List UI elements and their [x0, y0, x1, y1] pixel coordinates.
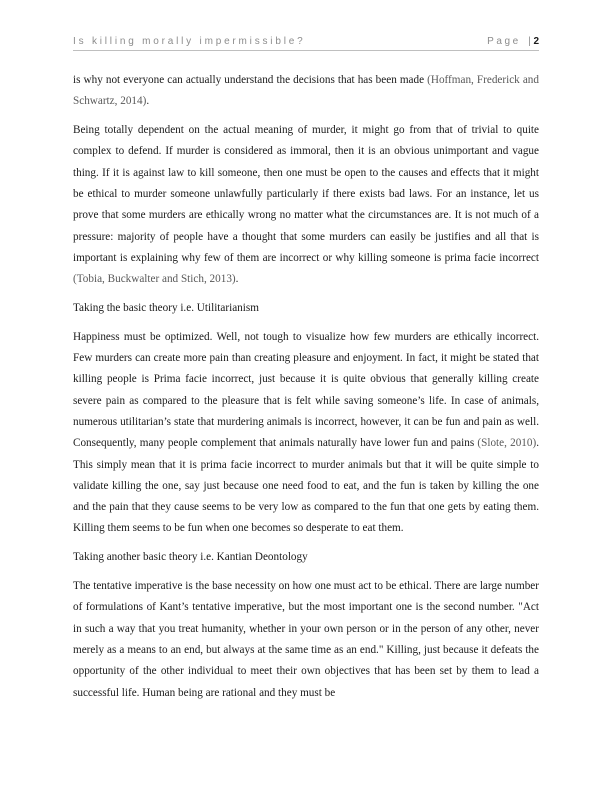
citation-hoffman: (Hoffman, Frederick and Schwartz, 2014) — [73, 74, 539, 108]
page-number: 2 — [533, 36, 539, 47]
page-header — [73, 36, 539, 51]
page-indicator — [487, 36, 539, 47]
paragraph-4: The tentative imperative is the base necessity on how one must act to be ethical. There are large number of formulations of Kant’s tentative imperative, but the most important one is the second number. "Act in such a way that you treat humanity, whether in your own person or in the person of any other, never merely as a means to an end, but always at the same time as an end." Killing, just because it defeats the opportunity of the other individual to meet their own objectives that has been set by them to lead a successful life. Human being are rational and they must be — [73, 580, 539, 699]
paragraph-2: Being totally dependent on the actual meaning of murder, it might go from that of trivial to quite complex to defend. If murder is considered as immoral, then it is an obvious unimportant and vague thing. If it is against law to kill someone, then one must be open to the causes and effects that it might be ethical to murder someone unlawfully particularly if there exists bad laws. For an instance, let us prove that some murders are ethically wrong no matter what the circumstances are. It is not much of a pressure: majority of people have a thought that some murders can easily be justifies and all that is important is explaining why few of them are incorrect or why killing someone is prima facie incorrect (Tobia, Buckwalter and Stich, 2013). — [73, 124, 539, 286]
section-heading-kantian: Taking another basic theory i.e. Kantian Deontology — [73, 551, 308, 564]
page-separator: | — [528, 36, 534, 47]
paragraph-3: Happiness must be optimized. Well, not tough to visualize how few murders are ethically incorrect. Few murders can create more pain than creating pleasure and enjoyment. In fact, it might be stated that killing people is Prima facie incorrect, just because it is quite obvious that generally killing create severe pain as compared to the pleasure that is felt while saving someone’s life. In case of animals, numerous utilitarian’s state that murdering animals is incorrect, however, it can be fun and pain as well. Consequently, many people complement that animals naturally have lower fun and pains (Slote, 2010). This simply mean that it is prima facie incorrect to murder animals but that it will be quite simple to validate killing the one, say just because one need food to eat, and the fun is taken by killing the one and the pain that they cause seems to be very low as compared to the fun that one gets by eating them. Killing them seems to be fun when one becomes so desperate to eat them. — [73, 330, 539, 535]
page-label: Page — [487, 36, 521, 47]
running-title: Is killing morally impermissible? — [73, 36, 306, 47]
document-body — [73, 70, 539, 711]
section-heading-utilitarianism: Taking the basic theory i.e. Utilitarianism — [73, 301, 259, 314]
citation-tobia: (Tobia, Buckwalter and Stich, 2013) — [73, 273, 236, 286]
paragraph-1: is why not everyone can actually understand the decisions that has been made (Hoffman, Frederick and Schwartz, 2014). — [73, 74, 539, 108]
citation-slote: (Slote, 2010) — [477, 437, 537, 450]
